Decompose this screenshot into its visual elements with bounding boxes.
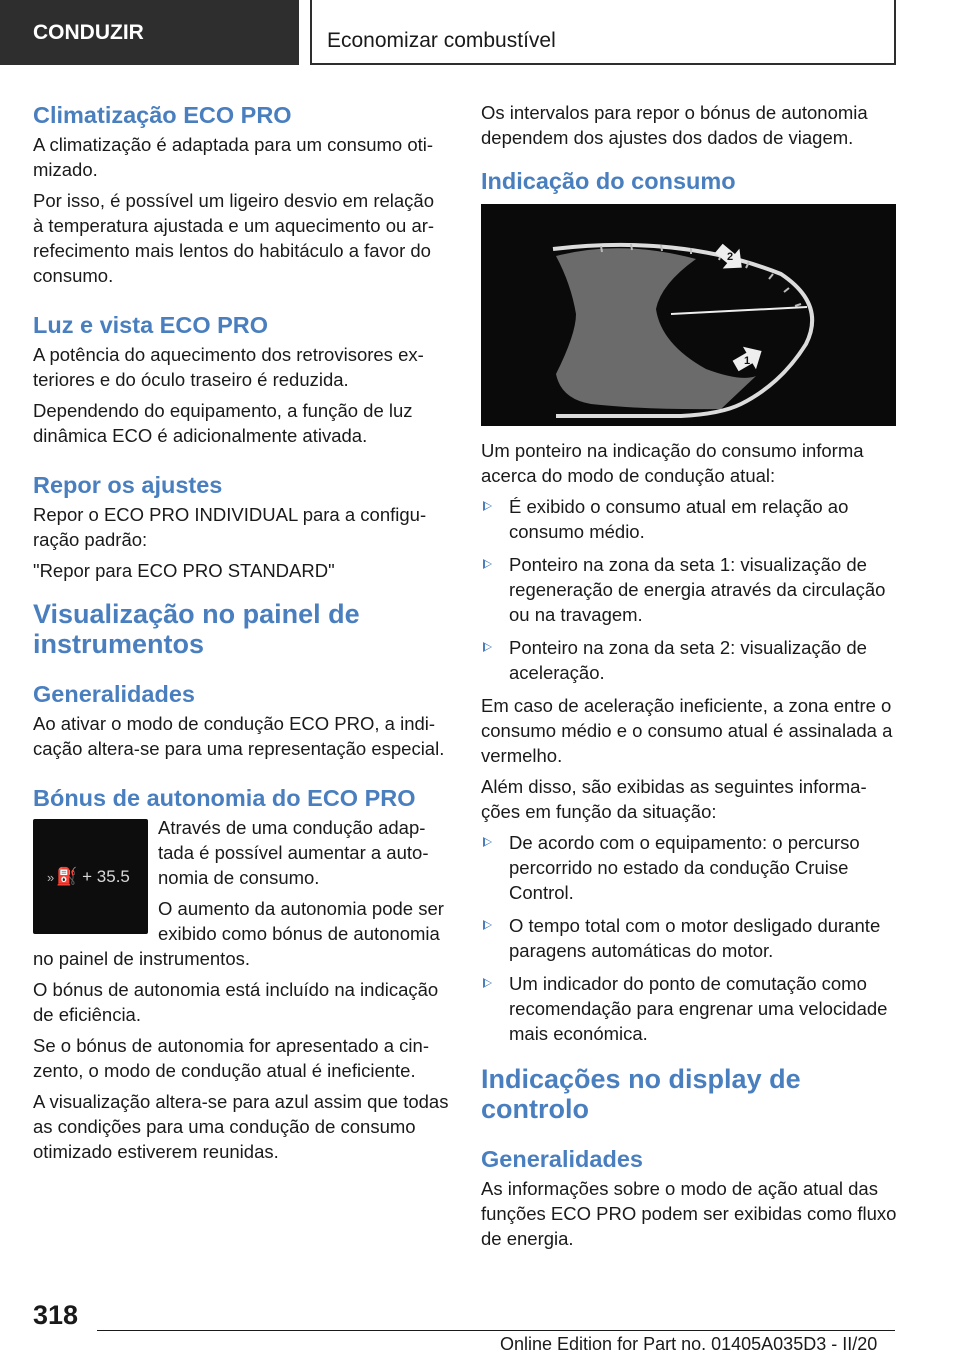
paragraph: As informações sobre o modo de ação atual das funções ECO PRO podem ser exibidas como fluxo de energia. bbox=[481, 1178, 897, 1249]
paragraph: Através de uma condução adaptada é possível aumentar a autonomia de consumo. bbox=[158, 817, 429, 888]
paragraph: Repor o ECO PRO INDIVIDUAL para a configuração padrão: bbox=[33, 504, 427, 550]
edition-note: Online Edition for Part no. 01405A035D3 - II/20 bbox=[500, 1334, 878, 1354]
paragraph: Além disso, são exibidas as seguintes informações em função da situação: bbox=[481, 776, 867, 822]
gauge-label-1: 1 bbox=[744, 355, 751, 367]
paragraph: "Repor para ECO PRO STANDARD" bbox=[33, 560, 335, 581]
left-column bbox=[33, 100, 449, 1170]
page-number: 318 bbox=[33, 1300, 79, 1330]
bullet-list-ponteiro bbox=[481, 494, 897, 685]
bonus-block bbox=[33, 815, 449, 977]
range-bonus-value: + 35.5 bbox=[82, 867, 130, 886]
list-item: O tempo total com o motor desligado durante paragens automáticas do motor. bbox=[481, 913, 897, 963]
paragraph: A visualização altera-se para azul assim que todas as condições para uma condução de consumo otimizado estiverem reunidas. bbox=[33, 1091, 449, 1162]
paragraph: A potência do aquecimento dos retrovisores exteriores e do óculo traseiro é reduzida. bbox=[33, 344, 424, 390]
bullet-triangle-icon bbox=[483, 837, 492, 847]
paragraph: A climatização é adaptada para um consumo otimizado. bbox=[33, 134, 434, 180]
list-item: É exibido o consumo atual em relação ao consumo médio. bbox=[481, 494, 897, 544]
right-column bbox=[481, 100, 897, 1257]
section-title-generalidades-2: Generalidades bbox=[481, 1146, 643, 1172]
topic-header: Economizar combustível bbox=[310, 0, 896, 65]
chapter-title-indicacoes: Indicações no display de controlo bbox=[481, 1064, 801, 1124]
bullet-triangle-icon bbox=[483, 920, 492, 930]
bullet-triangle-icon bbox=[483, 978, 492, 988]
chapter-title-visualizacao: Visualização no painel de instrumentos bbox=[33, 599, 360, 659]
section-title-consumo: Indicação do consumo bbox=[481, 168, 736, 194]
chevron-right-icon: » bbox=[47, 870, 55, 885]
fuel-pump-icon: ⛽ bbox=[56, 867, 78, 886]
section-title-luz: Luz e vista ECO PRO bbox=[33, 312, 269, 338]
chapter-tab: CONDUZIR bbox=[0, 0, 299, 65]
list-item: Ponteiro na zona da seta 2: visualização de aceleração. bbox=[481, 635, 897, 685]
section-title-climatizacao: Climatização ECO PRO bbox=[33, 102, 292, 128]
paragraph: Se o bónus de autonomia for apresentado a cinzento, o modo de condução atual é ineficiente. bbox=[33, 1035, 429, 1081]
list-item: De acordo com o equipamento: o percurso percorrido no estado da condução Cruise Control. bbox=[481, 830, 897, 905]
paragraph: Em caso de aceleração ineficiente, a zona entre o consumo médio e o consumo atual é assinalada a vermelho. bbox=[481, 695, 893, 766]
list-item: Um indicador do ponto de comutação como recomendação para engrenar uma velocidade mais económica. bbox=[481, 971, 897, 1046]
paragraph: O bónus de autonomia está incluído na indicação de eficiência. bbox=[33, 979, 439, 1025]
section-title-bonus: Bónus de autonomia do ECO PRO bbox=[33, 785, 416, 811]
paragraph: Ao ativar o modo de condução ECO PRO, a indicação altera-se para uma representação especial. bbox=[33, 713, 445, 759]
bullet-triangle-icon bbox=[483, 559, 492, 569]
paragraph: Por isso, é possível um ligeiro desvio em relação à temperatura ajustada e um aquecimento ou arrefecimento mais lentos do habitáculo a favor do consumo. bbox=[33, 190, 435, 286]
paragraph: O aumento da autonomia pode ser exibido como bónus de autonomia no painel de instrumentos. bbox=[33, 898, 444, 969]
paragraph: Um ponteiro na indicação do consumo informa acerca do modo de condução atual: bbox=[481, 440, 864, 486]
bullet-triangle-icon bbox=[483, 642, 492, 652]
list-item: Ponteiro na zona da seta 1: visualização de regeneração de energia através da circulação ou na travagem. bbox=[481, 552, 897, 627]
consumption-gauge-image bbox=[481, 204, 896, 426]
bullet-list-info bbox=[481, 830, 897, 1046]
bullet-triangle-icon bbox=[483, 501, 492, 511]
paragraph: Os intervalos para repor o bónus de autonomia dependem dos ajustes dos dados de viagem. bbox=[481, 102, 868, 148]
footer-divider bbox=[97, 1330, 895, 1331]
paragraph: Dependendo do equipamento, a função de luz dinâmica ECO é adicionalmente ativada. bbox=[33, 400, 413, 446]
section-title-repor: Repor os ajustes bbox=[33, 472, 223, 498]
section-title-generalidades: Generalidades bbox=[33, 681, 195, 707]
gauge-label-2: 2 bbox=[727, 251, 734, 263]
range-bonus-display-image bbox=[33, 819, 148, 934]
